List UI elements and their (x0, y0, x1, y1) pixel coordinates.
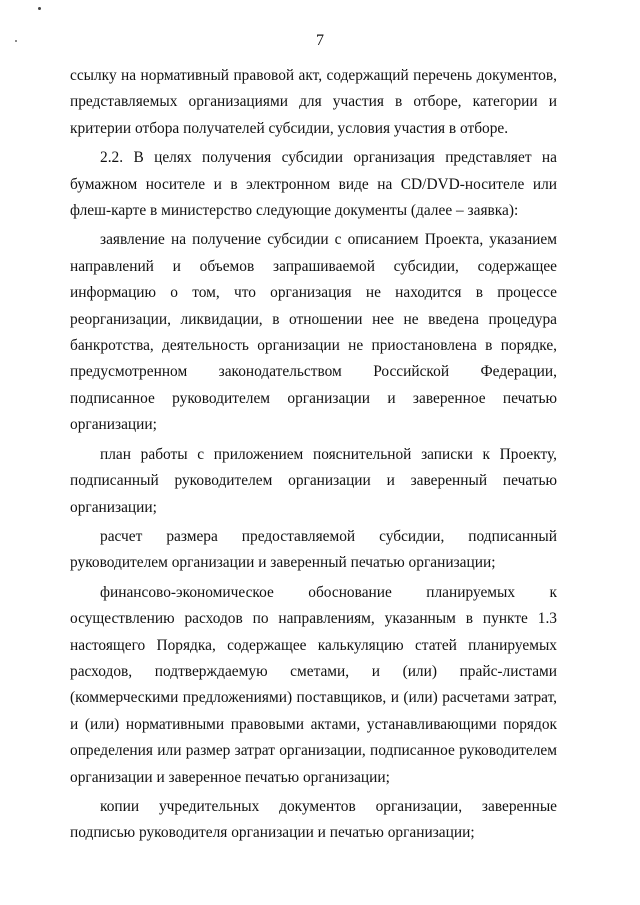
paragraph-subsidy-calculation: расчет размера предоставляемой субсидии, подписанный руководителем организации и заверенный печатью организации; (70, 527, 557, 572)
paragraph-financial-justification: финансово-экономическое обоснование планируемых к осуществлению расходов по направлениям, указанным в пункте 1.3 настоящего Порядка, содержащее калькуляцию статей планируемых расходов, подтверждаемую сметами, и (или) прайс-листами (коммерческими предложениями) поставщиков, и (или) расчетами затрат, и (или) нормативными правовыми актами, устанавливающими порядок определения или размер затрат организации, подписанное руководителем организации и заверенное печатью организации; (70, 583, 557, 786)
paragraph-continuation: ссылку на нормативный правовой акт, содержащий перечень документов, представляемых организациями для участия в отборе, категории и критерии отбора получателей субсидии, условия участия в отборе. (70, 67, 557, 137)
page-number: 7 (316, 32, 324, 49)
paragraph-work-plan: план работы с приложением пояснительной записки к Проекту, подписанный руководителем организации и заверенный печатью организации; (70, 445, 557, 516)
scan-speck (38, 7, 41, 10)
paragraph-section-2-2: 2.2. В целях получения субсидии организация представляет на бумажном носителе и в электронном виде на CD/DVD-носителе или флеш-карте в министерство следующие документы (далее – заявка): (70, 149, 557, 220)
paragraph-application: заявление на получение субсидии с описанием Проекта, указанием направлений и объемов запрашиваемой субсидии, содержащее информацию о том, что организация не находится в процессе реорганизации, ликвидации, в отношении нее не введена процедура банкротства, деятельность организации не приостановлена в порядке, предусмотренном законодательством Российской Федерации, подписанное руководителем организации и заверенное печатью организации; (70, 231, 557, 434)
document-body (70, 63, 557, 847)
paragraph-charter-copies: копии учредительных документов организации, заверенные подписью руководителя организации и печатью организации; (70, 797, 557, 842)
